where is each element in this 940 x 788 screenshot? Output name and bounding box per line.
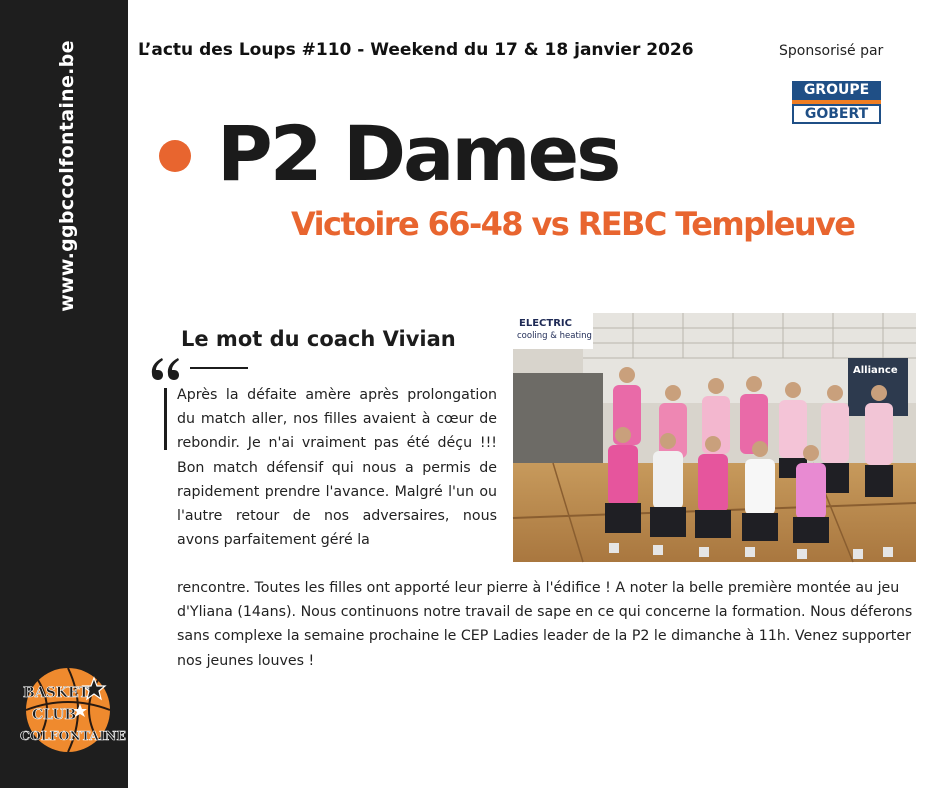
page-title: P2 Dames bbox=[217, 109, 619, 198]
sponsor-name-bottom: GOBERT bbox=[792, 104, 881, 124]
sponsor-label: Sponsorisé par bbox=[779, 43, 884, 59]
coach-text-continued: rencontre. Toutes les filles ont apporté leur pierre à l'édifice ! A noter la belle première montée au jeu d'Yliana (14ans). Nous continuons notre travail de sape en ce qui concerne la formation. Nous déferons sans complexe la semaine prochaine le CEP Ladies leader de la P2 le dimanche à 11h. Venez supporter nos jeunes louves ! bbox=[177, 580, 913, 669]
banner-cooling: cooling & heating bbox=[517, 331, 592, 341]
sponsor-name-top: GROUPE bbox=[792, 81, 881, 100]
match-result: Victoire 66-48 vs REBC Templeuve bbox=[291, 205, 855, 243]
quote-icon bbox=[150, 356, 180, 382]
coach-text-column: Après la défaite amère après prolongation du match aller, nos filles avaient à cœur de rebondir. Je n'ai vraiment pas été déçu !!! Bon match défensif qui nous a permis de rapidement prendre l'avance. Malgré l'un ou l'autre retour de nos adversaires, nous avons parfaitement géré la bbox=[177, 387, 497, 549]
logo-text-club: CLUB bbox=[32, 707, 77, 723]
sponsor-logo bbox=[792, 81, 881, 125]
headline: L’actu des Loups #110 - Weekend du 17 & 18 janvier 2026 bbox=[138, 40, 694, 60]
quote-divider bbox=[190, 367, 248, 369]
bullet-dot-icon bbox=[159, 140, 191, 172]
team-photo bbox=[513, 313, 916, 562]
banner-alliance: Alliance bbox=[853, 365, 898, 376]
website-url[interactable]: www.ggbccolfontaine.be bbox=[56, 40, 78, 312]
logo-text-colfontaine: COLFONTAINE bbox=[20, 728, 126, 743]
coach-heading: Le mot du coach Vivian bbox=[181, 327, 456, 351]
banner-electric: ELECTRIC bbox=[519, 318, 572, 329]
logo-text-basket: BASKET bbox=[23, 685, 90, 701]
club-logo bbox=[18, 664, 126, 756]
quote-bar bbox=[164, 388, 167, 450]
sidebar bbox=[0, 0, 128, 788]
